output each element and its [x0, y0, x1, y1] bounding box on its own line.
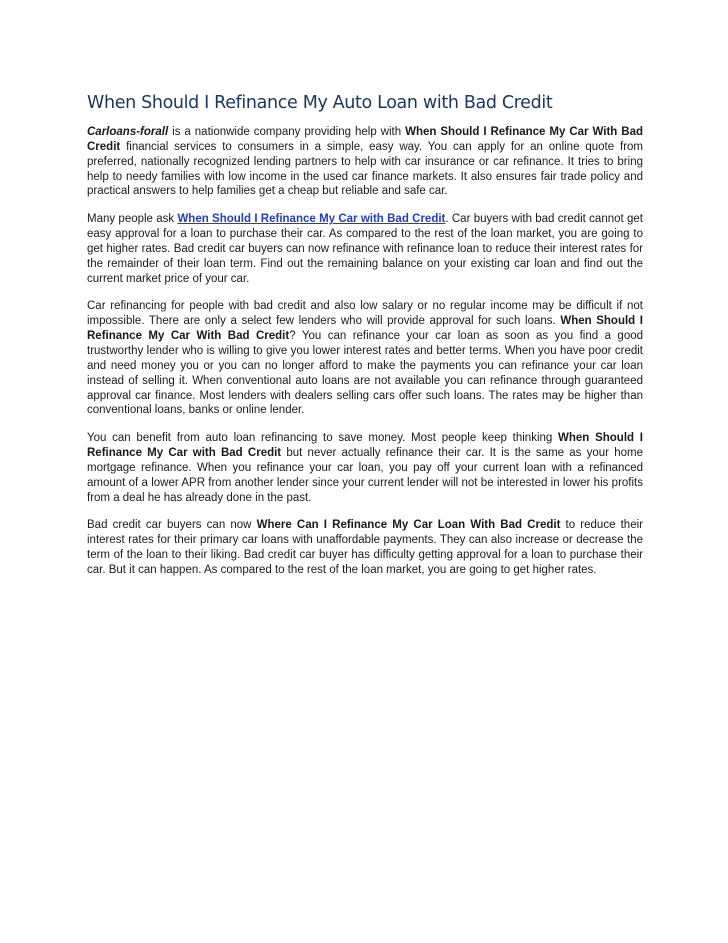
paragraph-text: . Car buyers with bad credit cannot get easy approval for a loan to purchase their car. As compared to the rest of the loan market, you are going to get higher rates. Bad credit car buyers can now refinance with refinance loan to reduce their interest rates for the remainder of their loan term. Find out the remaining balance on your existing car loan and find out the current market price of your car. — [87, 213, 643, 285]
bold-phrase: When Should I Refinance My Car with Bad Credit — [87, 432, 643, 460]
bold-phrase: Where Can I Refinance My Car Loan With Bad Credit — [256, 519, 561, 532]
bold-phrase: When Should I Refinance My Car With Bad Credit — [87, 315, 643, 343]
paragraph-text: but never actually refinance their car. It is the same as your home mortgage refinance. When you refinance your car loan, you pay off your current loan with a refinanced amount of a lower APR from another lender since your current lender will not be interested in lower his profits from a deal he has already done in the past. — [87, 447, 643, 504]
document-title: When Should I Refinance My Auto Loan with Bad Credit — [87, 93, 553, 113]
document-page — [87, 0, 643, 578]
paragraph-text: ? You can refinance your car loan as soon as you find a good trustworthy lender who is willing to give you lower interest rates and better terms. When you have poor credit and need money you or you can no longer afford to make the payments you can refinance your car loan instead of selling it. When conventional auto loans are not available you can refinance through guaranteed approval car finance. Most lenders with dealers selling cars offer such loans. The rates may be higher than conventional loans, banks or online lender. — [87, 330, 644, 417]
paragraph-text: You can benefit from auto loan refinancing to save money. Most people keep thinking — [87, 432, 559, 445]
paragraph-text: Many people ask — [87, 213, 178, 226]
bold-phrase: When Should I Refinance My Car With Bad Credit — [87, 126, 643, 153]
paragraph-benefit — [87, 431, 643, 505]
paragraph-text: financial services to consumers in a simple, easy way. You can apply for an online quote from preferred, nationally recognized lending partners to help with car insurance or car refinance. It tries to bring help to needy families with low income in the used car finance markets. It also ensures fair trade policy and practical answers to help families get a cheap but reliable and safe car. — [87, 140, 643, 198]
paragraph-text: Car refinancing for people with bad credit and also low salary or no regular income may be difficult if not impossible. There are only a select few lenders who will provide approval for such loans. — [87, 300, 643, 328]
refinance-link[interactable]: When Should I Refinance My Car with Bad Credit — [177, 213, 446, 226]
paragraph-text: to reduce their interest rates for their primary car loans with unaffordable payments. They can also increase or decrease the term of the loan to their liking. Bad credit car buyer has difficulty getting approval for a loan to purchase their car. But it can happen. As compared to the rest of the loan market, you are going to get higher rates. — [87, 519, 643, 576]
paragraph-text: is a nationwide company providing help with — [168, 126, 406, 138]
paragraph-car-refinancing — [87, 299, 643, 418]
paragraph-bad-credit-buyers — [87, 518, 643, 577]
paragraph-many-people-ask — [87, 212, 643, 286]
paragraph-text: Bad credit car buyers can now — [87, 519, 257, 532]
paragraph-intro — [87, 125, 643, 199]
brand-name: Carloans-forall — [87, 126, 169, 138]
